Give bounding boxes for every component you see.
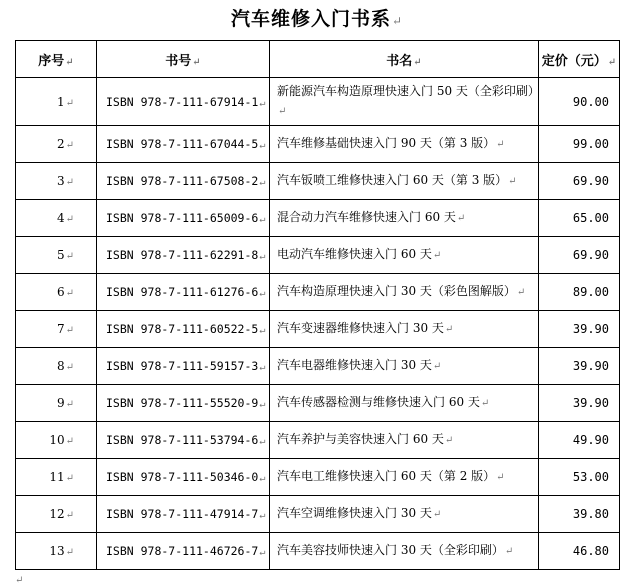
cell-price-text: 65.00 [572, 211, 609, 225]
table-row [16, 311, 620, 348]
table-row [16, 459, 620, 496]
cell-price [539, 385, 620, 422]
cell-name [270, 496, 539, 533]
cell-no [16, 126, 97, 163]
cell-name [270, 311, 539, 348]
cell-price-text: 39.90 [572, 396, 609, 410]
cell-name-text: 汽车传感器检测与维修快速入门 60 天 [277, 395, 480, 409]
paragraph-mark-icon: ↵ [65, 510, 74, 521]
cell-price-text: 53.00 [572, 470, 609, 484]
cell-no-text: 13 [49, 544, 65, 558]
table-row [16, 126, 620, 163]
table-row [16, 78, 620, 126]
paragraph-mark-icon: ↵ [65, 140, 74, 151]
cell-no [16, 163, 97, 200]
paragraph-mark-icon: ↵ [508, 176, 517, 187]
cell-name [270, 126, 539, 163]
cell-price-text: 99.00 [572, 137, 609, 151]
table-row [16, 274, 620, 311]
table-row [16, 237, 620, 274]
cell-name [270, 533, 539, 570]
cell-price [539, 163, 620, 200]
table-row [16, 496, 620, 533]
table-row [16, 422, 620, 459]
cell-no-text: 5 [56, 248, 65, 262]
cell-no-text: 11 [49, 470, 65, 484]
cell-name [270, 274, 539, 311]
cell-no [16, 237, 97, 274]
cell-no-text: 12 [49, 507, 65, 521]
paragraph-mark-icon: ↵ [504, 546, 514, 557]
header-no: 序号↵ [16, 41, 97, 78]
cell-price [539, 459, 620, 496]
paragraph-mark-icon: ↵ [259, 97, 266, 109]
cell-isbn [97, 422, 270, 459]
cell-price-text: 39.90 [572, 359, 609, 373]
table-row [16, 385, 620, 422]
cell-price-text: 39.80 [572, 507, 609, 521]
cell-isbn-text: ISBN 978-7-111-61276-6 [106, 285, 259, 299]
cell-name-text: 混合动力汽车维修快速入门 60 天 [277, 210, 456, 224]
cell-name-text: 汽车变速器维修快速入门 30 天 [277, 321, 444, 335]
book-table [15, 40, 620, 570]
cell-name [270, 200, 539, 237]
header-name: 书名↵ [270, 41, 539, 78]
cell-price [539, 348, 620, 385]
cell-isbn [97, 163, 270, 200]
cell-isbn-text: ISBN 978-7-111-62291-8 [106, 248, 259, 262]
cell-isbn [97, 200, 270, 237]
cell-name-text: 电动汽车维修快速入门 60 天 [277, 247, 432, 261]
cell-price-text: 46.80 [572, 544, 609, 558]
cell-isbn [97, 126, 270, 163]
paragraph-mark-icon: ↵ [391, 14, 404, 28]
cell-name-text: 汽车电器维修快速入门 30 天 [277, 358, 432, 372]
cell-no [16, 496, 97, 533]
cell-price [539, 311, 620, 348]
cell-no [16, 385, 97, 422]
cell-no [16, 274, 97, 311]
title-text: 汽车维修入门书系 [230, 8, 391, 30]
document-title [0, 4, 634, 31]
paragraph-mark-icon: ↵ [413, 56, 422, 68]
table-row [16, 348, 620, 385]
paragraph-mark-icon: ↵ [65, 251, 74, 262]
cell-no-text: 6 [56, 285, 65, 299]
paragraph-mark-icon: ↵ [496, 139, 505, 150]
paragraph-mark-icon: ↵ [65, 56, 74, 68]
cell-isbn [97, 78, 270, 126]
cell-no [16, 348, 97, 385]
paragraph-mark-icon: ↵ [259, 436, 266, 447]
paragraph-mark-icon: ↵ [65, 214, 74, 225]
cell-isbn-text: ISBN 978-7-111-60522-5 [106, 322, 259, 336]
cell-no-text: 4 [56, 211, 65, 225]
paragraph-mark-icon: ↵ [480, 398, 490, 409]
paragraph-mark-icon: ↵ [444, 324, 454, 335]
paragraph-mark-icon: ↵ [65, 362, 74, 373]
paragraph-mark-icon: ↵ [432, 250, 442, 261]
cell-price [539, 496, 620, 533]
cell-no [16, 533, 97, 570]
cell-isbn-text: ISBN 978-7-111-65009-6 [106, 211, 259, 225]
paragraph-mark-icon: ↵ [259, 288, 266, 299]
paragraph-mark-icon: ↵ [15, 575, 24, 586]
paragraph-mark-icon: ↵ [456, 213, 466, 224]
cell-name [270, 237, 539, 274]
cell-name [270, 459, 539, 496]
cell-isbn [97, 311, 270, 348]
cell-no [16, 422, 97, 459]
paragraph-mark-icon: ↵ [259, 547, 266, 558]
paragraph-mark-icon: ↵ [259, 140, 266, 151]
cell-price-text: 89.00 [572, 285, 609, 299]
cell-price [539, 78, 620, 126]
paragraph-mark-icon: ↵ [259, 251, 266, 262]
paragraph-mark-icon: ↵ [444, 435, 454, 446]
cell-price [539, 533, 620, 570]
table-row [16, 533, 620, 570]
cell-isbn [97, 533, 270, 570]
table-row [16, 200, 620, 237]
cell-name [270, 385, 539, 422]
cell-price [539, 200, 620, 237]
cell-no-text: 9 [56, 396, 65, 410]
table-row [16, 163, 620, 200]
cell-isbn [97, 496, 270, 533]
cell-no-text: 2 [56, 137, 65, 151]
cell-name-text: 汽车养护与美容快速入门 60 天 [277, 432, 444, 446]
cell-isbn-text: ISBN 978-7-111-47914-7 [106, 507, 259, 521]
cell-name [270, 163, 539, 200]
cell-isbn [97, 459, 270, 496]
cell-isbn-text: ISBN 978-7-111-46726-7 [106, 544, 259, 558]
paragraph-mark-icon: ↵ [259, 473, 266, 484]
cell-no-text: 1 [56, 94, 65, 109]
cell-price-text: 49.90 [572, 433, 609, 447]
paragraph-mark-icon: ↵ [432, 509, 442, 520]
paragraph-mark-icon: ↵ [259, 214, 266, 225]
paragraph-mark-icon: ↵ [278, 106, 287, 117]
paragraph-mark-icon: ↵ [65, 177, 74, 188]
cell-isbn-text: ISBN 978-7-111-67914-1 [106, 94, 259, 109]
cell-no-text: 10 [49, 433, 65, 447]
cell-isbn [97, 274, 270, 311]
paragraph-mark-icon: ↵ [192, 56, 201, 68]
cell-no-text: 8 [56, 359, 65, 373]
cell-isbn-text: ISBN 978-7-111-67044-5 [106, 137, 259, 151]
cell-price-text: 90.00 [572, 94, 609, 109]
header-isbn: 书号↵ [97, 41, 270, 78]
cell-isbn-text: ISBN 978-7-111-55520-9 [106, 396, 259, 410]
table-header-row [16, 41, 620, 78]
paragraph-mark-icon: ↵ [65, 288, 74, 299]
cell-no [16, 459, 97, 496]
cell-name-text: 汽车钣喷工维修快速入门 60 天（第 3 版） [277, 173, 508, 187]
paragraph-mark-icon: ↵ [496, 472, 505, 483]
paragraph-mark-icon: ↵ [65, 399, 74, 410]
cell-isbn-text: ISBN 978-7-111-50346-0 [106, 470, 259, 484]
cell-price [539, 422, 620, 459]
cell-no [16, 311, 97, 348]
cell-price [539, 274, 620, 311]
cell-name-text: 新能源汽车构造原理快速入门 50 天（全彩印刷） [277, 84, 540, 98]
cell-no [16, 200, 97, 237]
paragraph-mark-icon: ↵ [607, 56, 617, 68]
paragraph-mark-icon: ↵ [65, 547, 74, 558]
cell-isbn [97, 348, 270, 385]
paragraph-mark-icon: ↵ [65, 436, 74, 447]
cell-isbn-text: ISBN 978-7-111-67508-2 [106, 174, 259, 188]
cell-isbn-text: ISBN 978-7-111-53794-6 [106, 433, 259, 447]
cell-price-text: 69.90 [572, 248, 609, 262]
cell-price-text: 39.90 [572, 322, 609, 336]
cell-price [539, 126, 620, 163]
cell-name [270, 78, 539, 126]
cell-price-text: 69.90 [572, 174, 609, 188]
cell-name-text: 汽车构造原理快速入门 30 天（彩色图解版） [277, 284, 516, 298]
cell-name-text: 汽车电工维修快速入门 60 天（第 2 版） [277, 469, 496, 483]
cell-name-text: 汽车维修基础快速入门 90 天（第 3 版） [277, 136, 496, 150]
cell-isbn [97, 237, 270, 274]
paragraph-mark-icon: ↵ [259, 362, 266, 373]
cell-name [270, 422, 539, 459]
paragraph-mark-icon: ↵ [432, 361, 442, 372]
cell-price [539, 237, 620, 274]
paragraph-mark-icon: ↵ [259, 177, 266, 188]
paragraph-mark-icon: ↵ [65, 325, 74, 336]
cell-no-text: 7 [56, 322, 65, 336]
cell-isbn [97, 385, 270, 422]
cell-name-text: 汽车美容技师快速入门 30 天（全彩印刷） [277, 543, 504, 557]
cell-isbn-text: ISBN 978-7-111-59157-3 [106, 359, 259, 373]
cell-name-text: 汽车空调维修快速入门 30 天 [277, 506, 432, 520]
cell-no-text: 3 [56, 174, 65, 188]
paragraph-mark-icon: ↵ [516, 287, 526, 298]
paragraph-mark-icon: ↵ [65, 473, 74, 484]
paragraph-mark-icon: ↵ [65, 97, 74, 109]
paragraph-mark-icon: ↵ [259, 399, 266, 410]
cell-no [16, 78, 97, 126]
paragraph-mark-icon: ↵ [259, 325, 266, 336]
paragraph-mark-icon: ↵ [259, 510, 266, 521]
cell-name [270, 348, 539, 385]
header-price: 定价（元）↵ [539, 41, 620, 78]
